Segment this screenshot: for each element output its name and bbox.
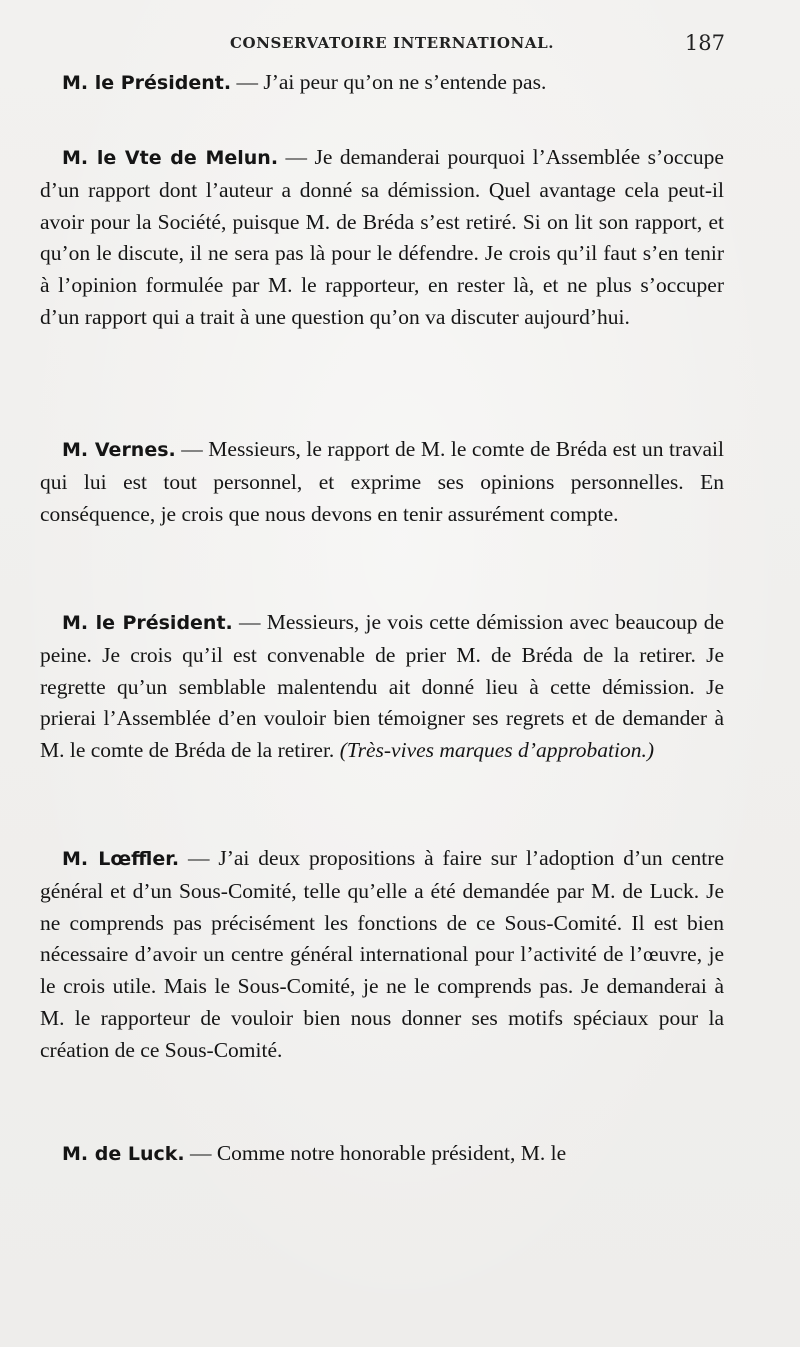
paragraph-text: — Je demanderai pourquoi l’Assemblée s’occupe d’un rapport dont l’auteur a donné sa démission. Quel avantage cela peut-il avoir pour la Société, puisque M. de Bréda s’est retiré. Si on lit son rapport, et qu’on le discute, il ne sera pas là pour le défendre. Je crois qu’il faut s’en tenir à l’opinion formulée par M. le rapporteur, en rester là, et ne plus s’occuper d’un rapport qui a trait à une question qu’on va discuter aujourd’hui.	[40, 145, 724, 329]
page-header	[40, 31, 725, 56]
paragraph-loeffler	[40, 843, 724, 1067]
paragraph-text: — J’ai deux propositions à faire sur l’adoption d’un centre général et d’un Sous-Comité, telle qu’elle a été demandée par M. de Luck. Je ne comprends pas précisément les fonctions de ce Sous-Comité. Il est bien nécessaire d’avoir un centre général international pour l’activité de l’œuvre, je le crois utile. Mais le Sous-Comité, je ne le comprends pas. Je demanderai à M. le rapporteur de vouloir bien nous donner ses motifs spéciaux pour la création de ce Sous-Comité.	[40, 846, 724, 1062]
speaker-name: M. le Président.	[62, 72, 232, 94]
running-title: CONSERVATOIRE INTERNATIONAL.	[230, 34, 555, 52]
paragraph-text: — Comme notre honorable président, M. le	[184, 1141, 567, 1165]
speaker-name: M. Lœffler.	[62, 848, 180, 870]
paragraph-text: — J’ai peur qu’on ne s’entende pas.	[231, 70, 547, 94]
paragraph-melun	[40, 142, 724, 334]
speaker-name: M. Vernes.	[62, 439, 176, 461]
speaker-name: M. le Vte de Melun.	[62, 147, 279, 169]
paragraph-luck	[40, 1138, 724, 1171]
stage-direction: (Très-vives marques d’approbation.)	[334, 738, 654, 763]
page-number: 187	[684, 31, 725, 55]
speaker-name: M. de Luck.	[62, 1143, 185, 1165]
paragraph-president-1	[40, 67, 724, 100]
speaker-name: M. le Président.	[62, 612, 233, 634]
paragraph-text: — Messieurs, le rapport de M. le comte de Bréda est un travail qui lui est tout personnel, et exprime ses opinions personnelles. En conséquence, je crois que nous devons en tenir assurément compte.	[40, 437, 724, 526]
paragraph-president-2	[40, 607, 724, 767]
paragraph-text: — Messieurs, je vois cette démission avec beaucoup de peine. Je crois qu’il est convenable de prier M. de Bréda de la retirer. Je regrette qu’un semblable malentendu ait donné lieu à cette démission. Je prierai l’Assemblée d’en vouloir bien témoigner ses regrets et de demander à M. le comte de Bréda de la retirer.	[40, 610, 724, 763]
paragraph-vernes	[40, 434, 724, 530]
